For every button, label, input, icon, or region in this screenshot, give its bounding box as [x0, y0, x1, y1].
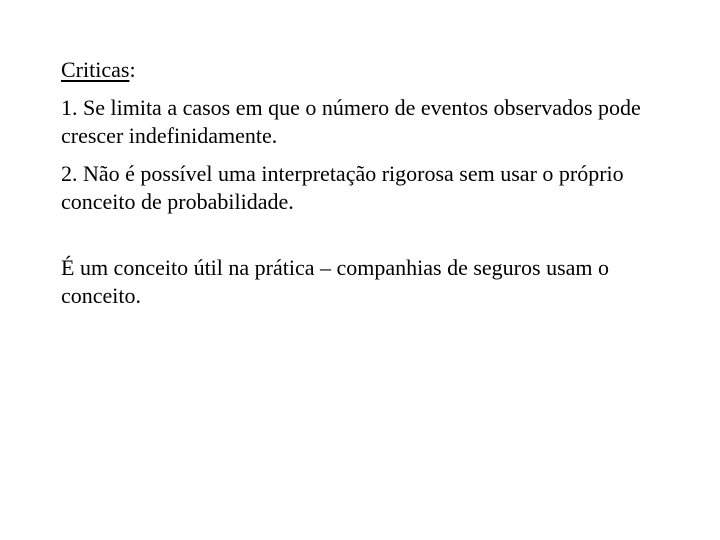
criticas-heading-word: Criticas	[61, 57, 130, 82]
criticism-item-2: 2. Não é possível uma interpretação rigorosa sem usar o próprio conceito de probabilidade.	[61, 161, 624, 214]
criticas-heading	[61, 56, 661, 84]
usefulness-statement: É um conceito útil na prática – companhias de seguros usam o conceito.	[61, 255, 610, 308]
slide-content	[61, 56, 661, 320]
criticas-heading-colon: :	[129, 57, 136, 82]
criticism-item-1: 1. Se limita a casos em que o número de eventos observados pode crescer indefinidamente.	[61, 95, 641, 148]
